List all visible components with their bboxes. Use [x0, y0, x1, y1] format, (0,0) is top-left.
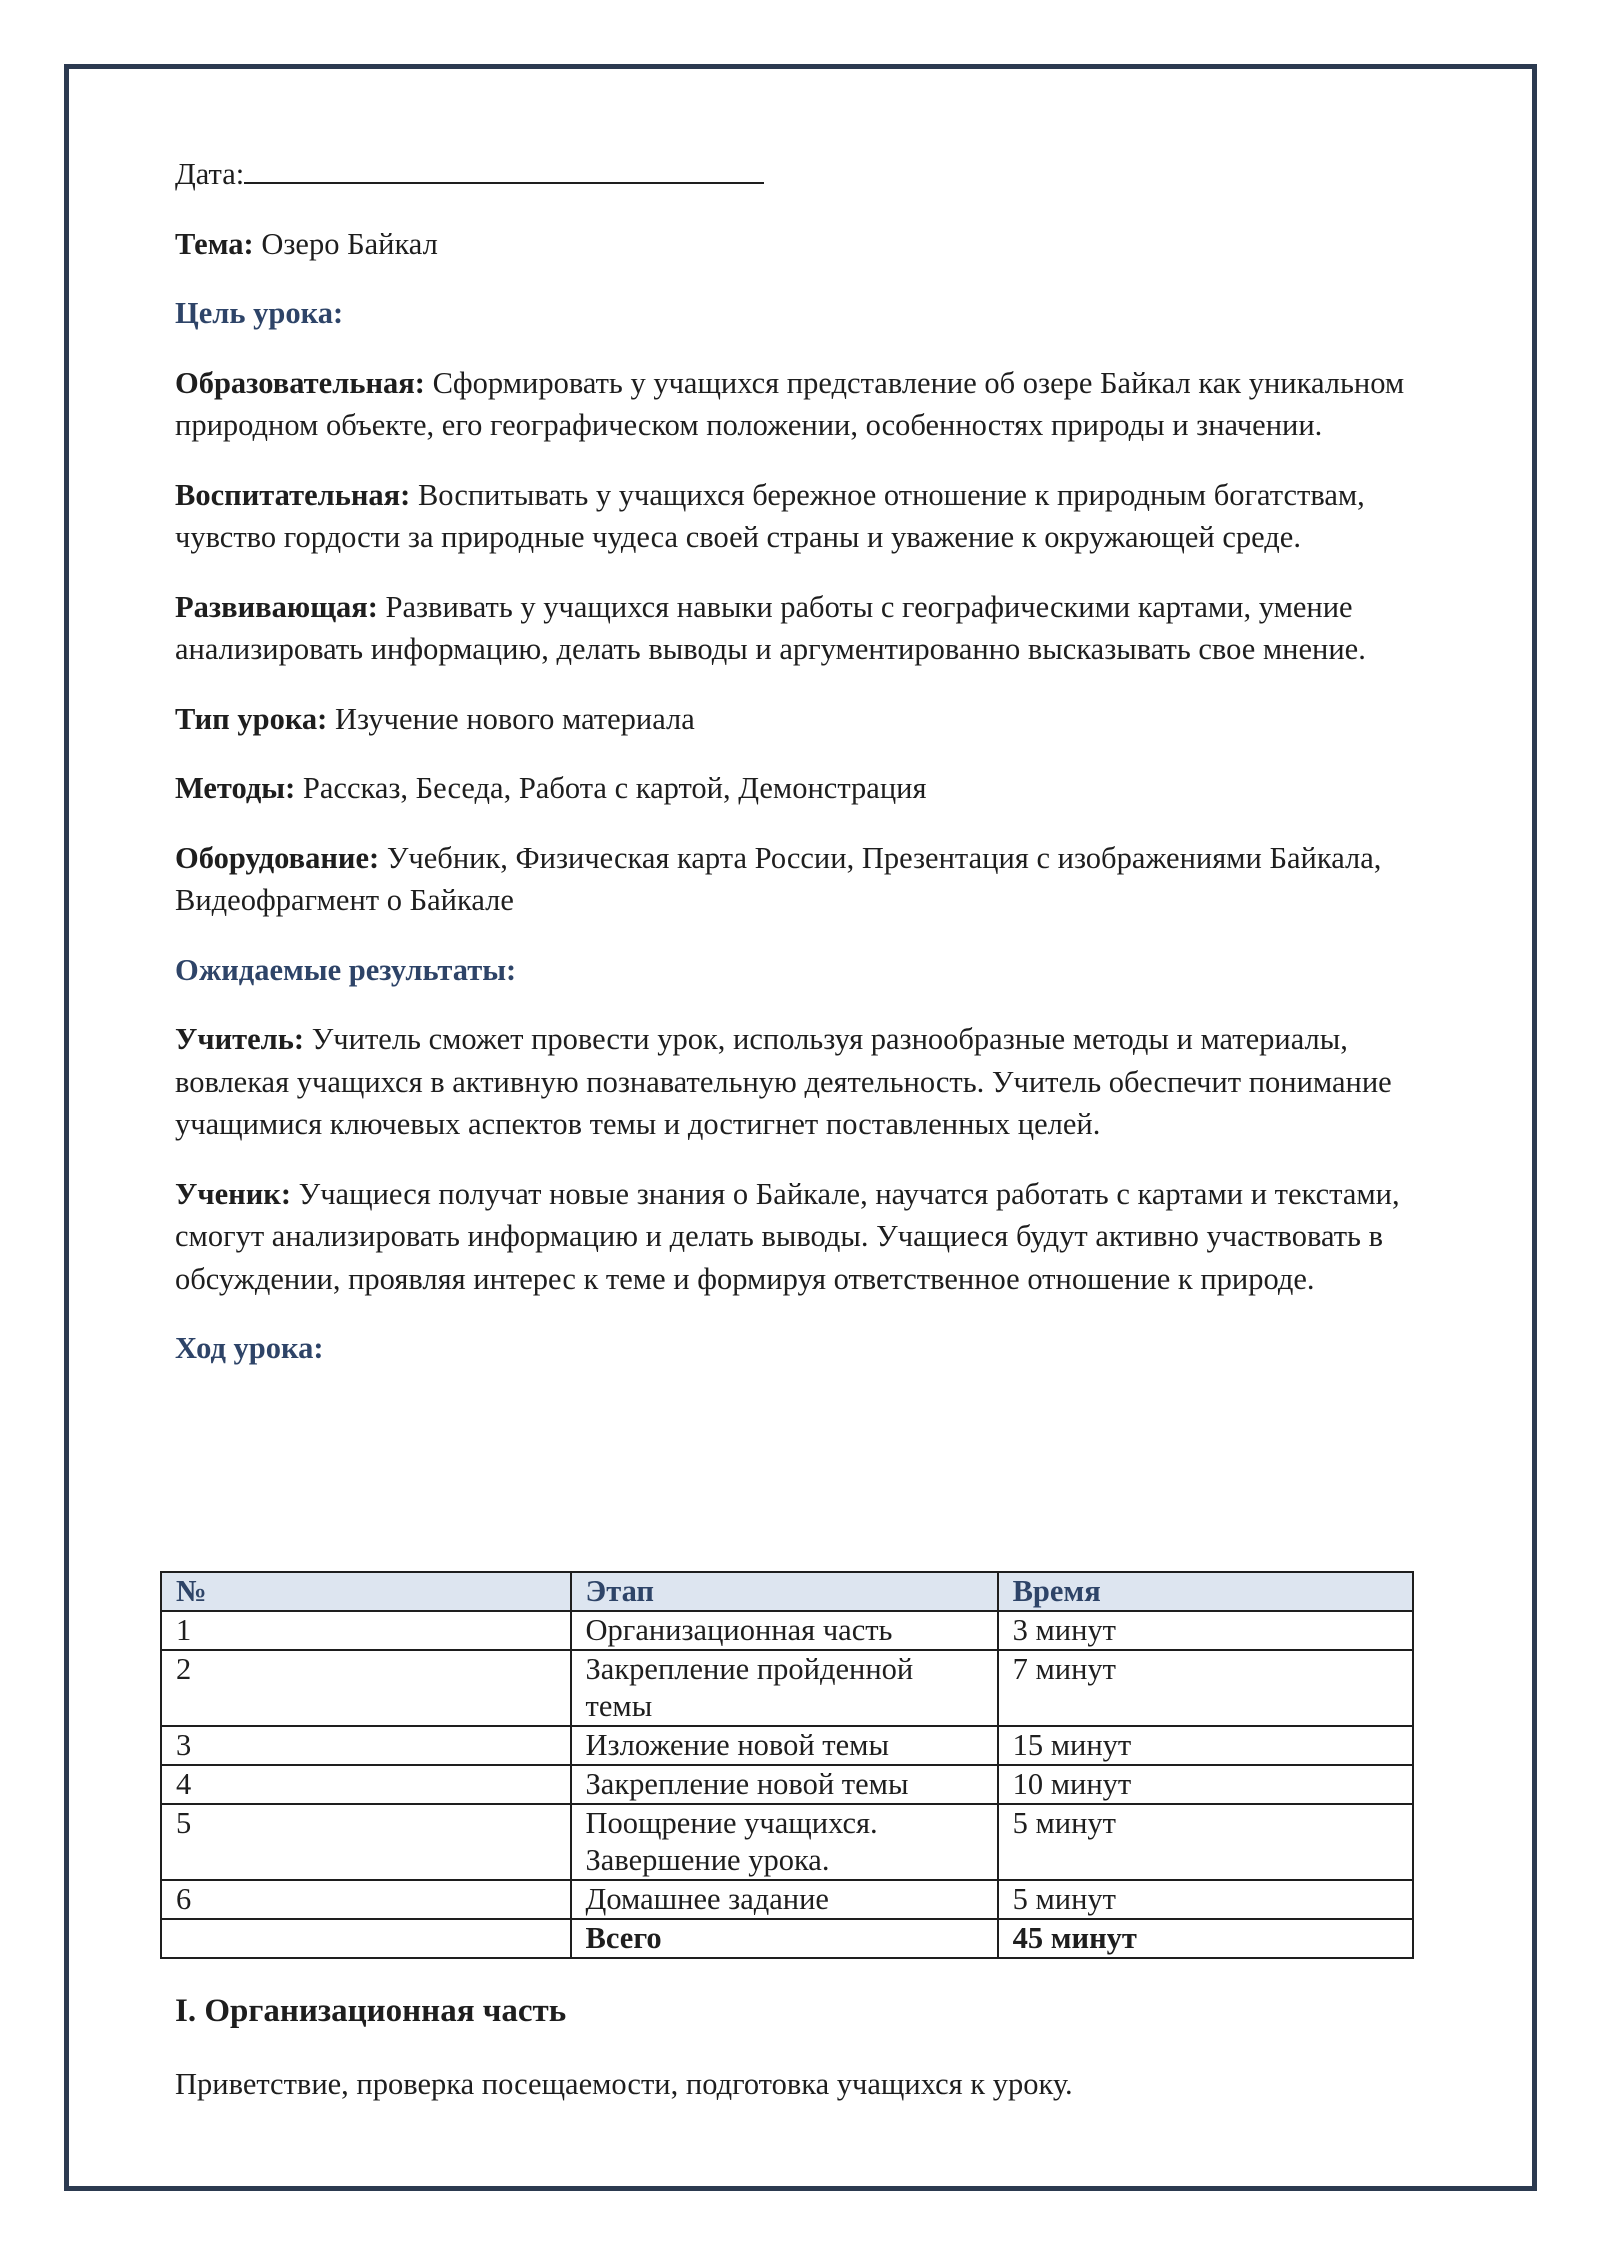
table-row [161, 1880, 1413, 1919]
goal-upbringing [175, 474, 1435, 559]
cell-number: 1 [161, 1611, 571, 1650]
total-label: Всего [571, 1919, 998, 1958]
equipment-value: Учебник, Физическая карта России, Презентация с изображениями Байкала, Видеофрагмент о Байкале [175, 840, 1382, 917]
table-row [161, 1804, 1413, 1880]
cell-number: 2 [161, 1650, 571, 1726]
table-row [161, 1726, 1413, 1765]
date-blank [244, 152, 764, 184]
methods-label: Методы: [175, 771, 296, 805]
cell-stage: Домашнее задание [571, 1880, 998, 1919]
result-text: Учащиеся получат новые знания о Байкале, научатся работать с картами и текстами, смогут анализировать информацию и делать выводы. Учащиеся будут активно участвовать в обсуждении, проявляя интерес к теме и формируя ответственное отношение к природе. [175, 1176, 1400, 1296]
cell-stage: Организационная часть [571, 1611, 998, 1650]
cell-time: 5 минут [998, 1804, 1413, 1880]
result-teacher [175, 1018, 1435, 1146]
lesson-type-label: Тип урока: [175, 701, 328, 736]
column-header-stage: Этап [571, 1572, 998, 1611]
topic-line [175, 223, 1435, 266]
cell-time: 15 минут [998, 1726, 1413, 1765]
table-row [161, 1650, 1413, 1726]
document-body [175, 152, 1435, 1397]
lesson-type-line [175, 698, 1435, 741]
goal-label: Воспитательная: [175, 477, 411, 512]
cell-number: 6 [161, 1880, 571, 1919]
goal-text: Сформировать у учащихся представление об озере Байкал как уникальном природном объекте, его географическом положении, особенностях природы и значении. [175, 365, 1405, 442]
goal-text: Воспитывать у учащихся бережное отношение к природным богатствам, чувство гордости за природные чудеса своей страны и уважение к окружающей среде. [175, 477, 1365, 554]
cell-time: 10 минут [998, 1765, 1413, 1804]
cell-time: 3 минут [998, 1611, 1413, 1650]
cell-stage: Изложение новой темы [571, 1726, 998, 1765]
lesson-type-value: Изучение нового материала [334, 701, 695, 736]
goal-label: Развивающая: [175, 589, 378, 624]
result-text: Учитель сможет провести урок, используя разнообразные методы и материалы, вовлекая учащихся в активную познавательную деятельность. Учитель обеспечит понимание учащимися ключевых аспектов темы и достигнет поставленных целей. [175, 1022, 1392, 1141]
cell-number: 4 [161, 1765, 571, 1804]
section-heading: I. Организационная часть [175, 1993, 567, 2029]
cell-stage: Закрепление пройденной темы [571, 1650, 998, 1726]
topic-value: Озеро Байкал [261, 226, 438, 261]
cell-number: 5 [161, 1804, 571, 1880]
goal-developing [175, 586, 1435, 671]
cell-number [161, 1919, 571, 1958]
cell-stage: Закрепление новой темы [571, 1765, 998, 1804]
result-label: Ученик: [175, 1176, 291, 1211]
cell-stage: Поощрение учащихся. Завершение урока. [571, 1804, 998, 1880]
section-text: Приветствие, проверка посещаемости, подготовка учащихся к уроку. [175, 2066, 1073, 2101]
result-label: Учитель: [175, 1022, 305, 1056]
equipment-line [175, 837, 1435, 922]
total-time: 45 минут [998, 1919, 1413, 1958]
table-row [161, 1765, 1413, 1804]
lesson-plan-table [160, 1571, 1414, 1959]
goal-educational [175, 362, 1435, 447]
table-total-row [161, 1919, 1413, 1958]
topic-label: Тема: [175, 226, 254, 261]
result-student [175, 1173, 1435, 1301]
goal-text: Развивать у учащихся навыки работы с географическими картами, умение анализировать информацию, делать выводы и аргументированно высказывать свое мнение. [175, 589, 1366, 666]
goal-label: Образовательная: [175, 365, 425, 400]
table-header-row [161, 1572, 1413, 1611]
date-label: Дата: [175, 157, 245, 191]
methods-line [175, 767, 1435, 810]
table-row [161, 1611, 1413, 1650]
goal-heading: Цель урока: [175, 296, 344, 330]
cell-time: 5 минут [998, 1880, 1413, 1919]
section-organizational [175, 1990, 1435, 2132]
date-line [175, 152, 1435, 196]
column-header-number: № [161, 1572, 571, 1611]
cell-time: 7 минут [998, 1650, 1413, 1726]
equipment-label: Оборудование: [175, 840, 380, 875]
results-heading: Ожидаемые результаты: [175, 952, 517, 987]
methods-value: Рассказ, Беседа, Работа с картой, Демонстрация [302, 771, 927, 805]
column-header-time: Время [998, 1572, 1413, 1611]
cell-number: 3 [161, 1726, 571, 1765]
course-heading: Ход урока: [175, 1331, 324, 1365]
